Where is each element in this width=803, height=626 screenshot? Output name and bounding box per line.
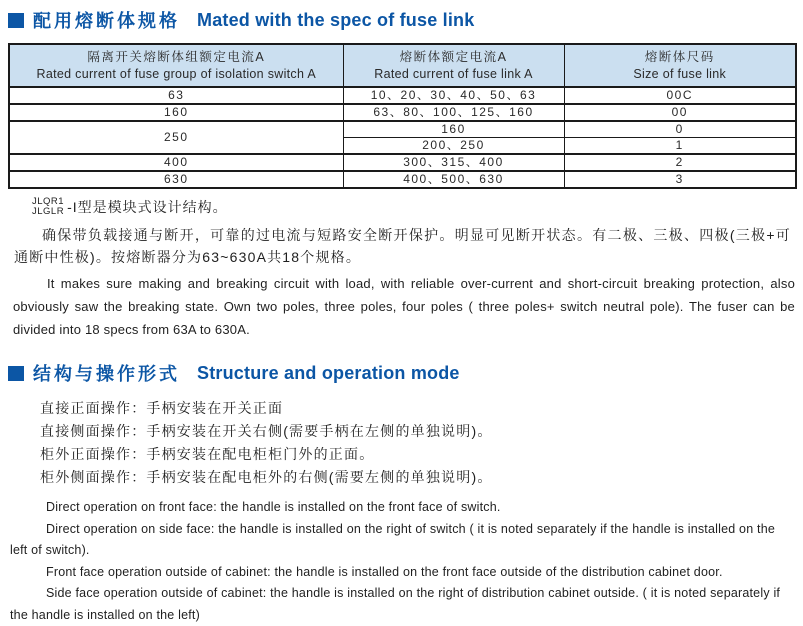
- cell-fuse-size: 00C: [564, 87, 796, 104]
- cell-fuse-size: 3: [564, 171, 796, 188]
- section2-title-en: Structure and operation mode: [197, 362, 460, 383]
- description-paragraph-zh: 确保带负载接通与断开，可靠的过电流与短路安全断开保护。明显可见断开状态。有二极、三极、四极(三极+可通断中性极)。按熔断器分为63~630A共18个规格。: [14, 227, 791, 265]
- col-header-fuse-link-current: [343, 44, 564, 87]
- operation-line-zh: 柜外正面操作：手柄安装在配电柜柜门外的正面。: [40, 446, 375, 462]
- cell-fuse-size: 00: [564, 104, 796, 121]
- operation-line-en: Direct operation on front face: the handle is installed on the front face of switch.: [46, 500, 501, 514]
- section-bullet-icon: [8, 366, 24, 381]
- fuse-spec-table: [8, 43, 797, 189]
- col-header-zh: 熔断体尺码: [644, 50, 715, 64]
- cell-link-current: 400、500、630: [343, 171, 564, 188]
- operation-line-zh: 柜外侧面操作：手柄安装在配电柜外的右侧(需要左侧的单独说明)。: [40, 469, 493, 485]
- cell-fuse-size: 2: [564, 154, 796, 171]
- table-row: [9, 87, 796, 104]
- operation-line-zh: 直接正面操作：手柄安装在开关正面: [40, 400, 284, 416]
- col-header-en: Size of fuse link: [633, 67, 727, 81]
- cell-link-current: 200、250: [343, 138, 564, 155]
- col-header-en: Rated current of fuse group of isolation switch A: [36, 67, 316, 81]
- cell-group-current: 630: [9, 171, 343, 188]
- cell-fuse-size: 1: [564, 138, 796, 155]
- model-suffix-text: -I型是模块式设计结构。: [67, 199, 228, 215]
- section1-title-zh: 配用熔断体规格: [33, 11, 180, 31]
- cell-link-current: 63、80、100、125、160: [343, 104, 564, 121]
- section2-header: [8, 360, 803, 386]
- cell-link-current: 10、20、30、40、50、63: [343, 87, 564, 104]
- operation-modes-zh: [40, 397, 803, 489]
- section2-title-zh: 结构与操作形式: [33, 364, 180, 384]
- table-row: [9, 121, 796, 138]
- model-top: JLQR1: [32, 196, 65, 207]
- section1-header: [8, 7, 803, 33]
- col-header-zh: 隔离开关熔断体组额定电流A: [87, 50, 266, 64]
- operation-line-en: Direct operation on side face: the handle is installed on the right of switch ( it is noted separately if the handle is installed on the left of switch).: [10, 521, 776, 557]
- cell-group-current: 160: [9, 104, 343, 121]
- cell-group-current: 250: [9, 121, 343, 154]
- cell-group-current: 400: [9, 154, 343, 171]
- model-bottom: JLGLR: [32, 206, 65, 217]
- cell-fuse-size: 0: [564, 121, 796, 138]
- table-row: [9, 154, 796, 171]
- operation-line-en: Side face operation outside of cabinet: the handle is installed on the right of distribution cabinet outside. ( it is noted separately if the handle is installed on the left): [10, 586, 781, 622]
- table-header-row: [9, 44, 796, 87]
- col-header-zh: 熔断体额定电流A: [399, 50, 508, 64]
- col-header-fuse-group-current: [9, 44, 343, 87]
- section-bullet-icon: [8, 13, 24, 28]
- section1-title-en: Mated with the spec of fuse link: [197, 9, 475, 30]
- operation-modes-en: [10, 497, 793, 626]
- table-row: [9, 171, 796, 188]
- description-paragraph-en: It makes sure making and breaking circuit with load, with reliable over-current and short-circuit breaking protection, also obviously saw the breaking state. Own two poles, three poles, four poles ( three poles+ switch neutral pole). The fuser can be divided into 18 specs from 63A to 630A.: [13, 276, 795, 337]
- cell-group-current: 63: [9, 87, 343, 104]
- cell-link-current: 160: [343, 121, 564, 138]
- table-row: [9, 104, 796, 121]
- model-designation-line: [32, 197, 803, 217]
- model-designation: [32, 197, 64, 217]
- col-header-en: Rated current of fuse link A: [374, 67, 533, 81]
- col-header-fuse-size: [564, 44, 796, 87]
- cell-link-current: 300、315、400: [343, 154, 564, 171]
- operation-line-en: Front face operation outside of cabinet: the handle is installed on the front face outside of the distribution cabinet door.: [46, 564, 723, 579]
- operation-line-zh: 直接侧面操作：手柄安装在开关右侧(需要手柄在左侧的单独说明)。: [40, 423, 493, 439]
